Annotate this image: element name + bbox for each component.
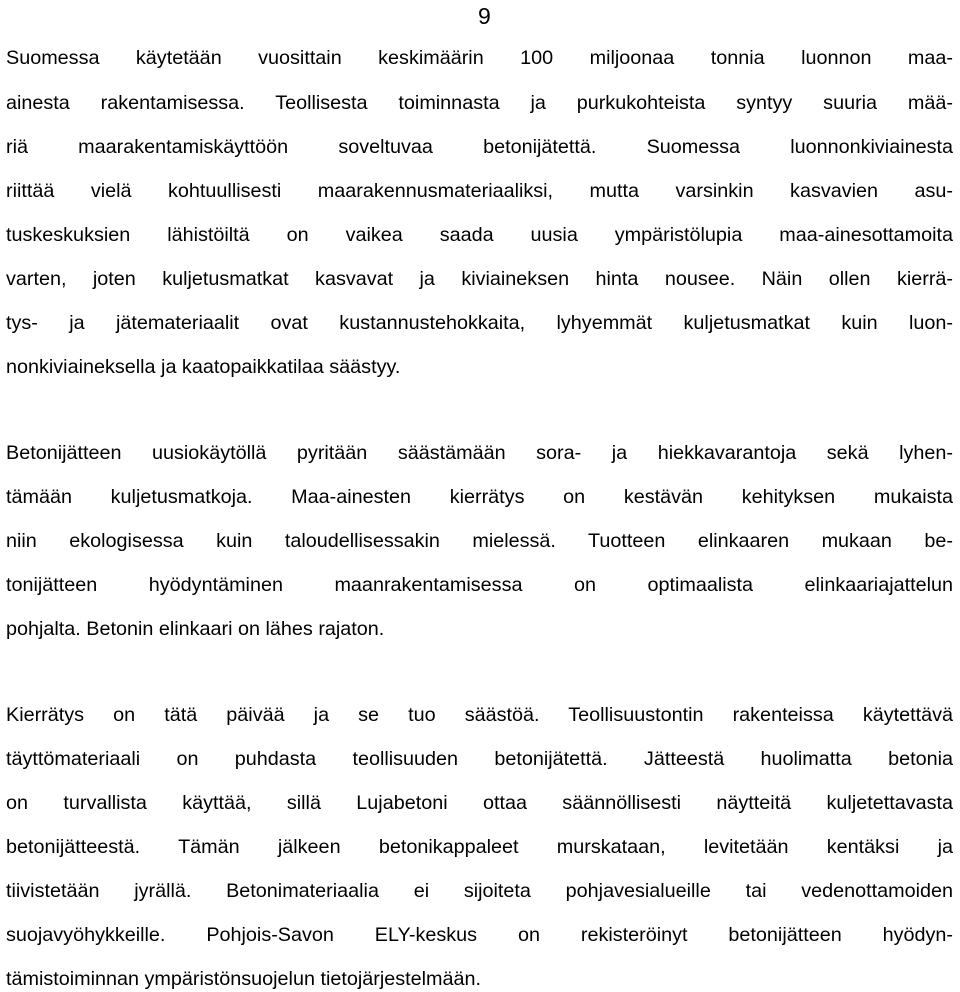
- text-line: ainesta rakentamisessa. Teollisesta toiminnasta ja purkukohteista syntyy suuria mää-: [6, 92, 953, 114]
- page-number: 9: [478, 3, 491, 29]
- text-line: tys- ja jätemateriaalit ovat kustannustehokkaita, lyhyemmät kuljetusmatkat kuin luon-: [6, 312, 953, 334]
- text-line: betonijätteestä. Tämän jälkeen betonikappaleet murskataan, levitetään kentäksi ja: [6, 836, 953, 858]
- text-line: tonijätteen hyödyntäminen maanrakentamisessa on optimaalista elinkaariajattelun: [6, 574, 953, 596]
- text-line: niin ekologisessa kuin taloudellisessakin mielessä. Tuotteen elinkaaren mukaan be-: [6, 530, 953, 552]
- text-line: varten, joten kuljetusmatkat kasvavat ja kiviaineksen hinta nousee. Näin ollen kierrä-: [6, 268, 953, 290]
- text-line: tämistoiminnan ympäristönsuojelun tietojärjestelmään.: [6, 968, 481, 990]
- text-line: tuskeskuksien lähistöiltä on vaikea saada uusia ympäristölupia maa-ainesottamoita: [6, 224, 953, 246]
- text-line: täyttömateriaali on puhdasta teollisuuden betonijätettä. Jätteestä huolimatta betonia: [6, 748, 953, 770]
- text-line: suojavyöhykkeille. Pohjois-Savon ELY-keskus on rekisteröinyt betonijätteen hyödyn-: [6, 924, 953, 946]
- text-line: Kierrätys on tätä päivää ja se tuo säästöä. Teollisuustontin rakenteissa käytettävä: [6, 704, 953, 726]
- text-line: nonkiviaineksella ja kaatopaikkatilaa säästyy.: [6, 356, 401, 378]
- text-line: on turvallista käyttää, sillä Lujabetoni ottaa säännöllisesti näytteitä kuljetettavasta: [6, 792, 953, 814]
- text-line: tämään kuljetusmatkoja. Maa-ainesten kierrätys on kestävän kehityksen mukaista: [6, 486, 953, 508]
- text-line: Suomessa käytetään vuosittain keskimäärin 100 miljoonaa tonnia luonnon maa-: [6, 47, 953, 69]
- text-line: riä maarakentamiskäyttöön soveltuvaa betonijätettä. Suomessa luonnonkiviainesta: [6, 136, 953, 158]
- text-line: Betonijätteen uusiokäytöllä pyritään säästämään sora- ja hiekkavarantoja sekä lyhen-: [6, 442, 953, 464]
- text-line: tiivistetään jyrällä. Betonimateriaalia ei sijoiteta pohjavesialueille tai vedenottamoiden: [6, 880, 953, 902]
- text-line: pohjalta. Betonin elinkaari on lähes rajaton.: [6, 618, 385, 640]
- text-line: riittää vielä kohtuullisesti maarakennusmateriaaliksi, mutta varsinkin kasvavien asu-: [6, 180, 953, 202]
